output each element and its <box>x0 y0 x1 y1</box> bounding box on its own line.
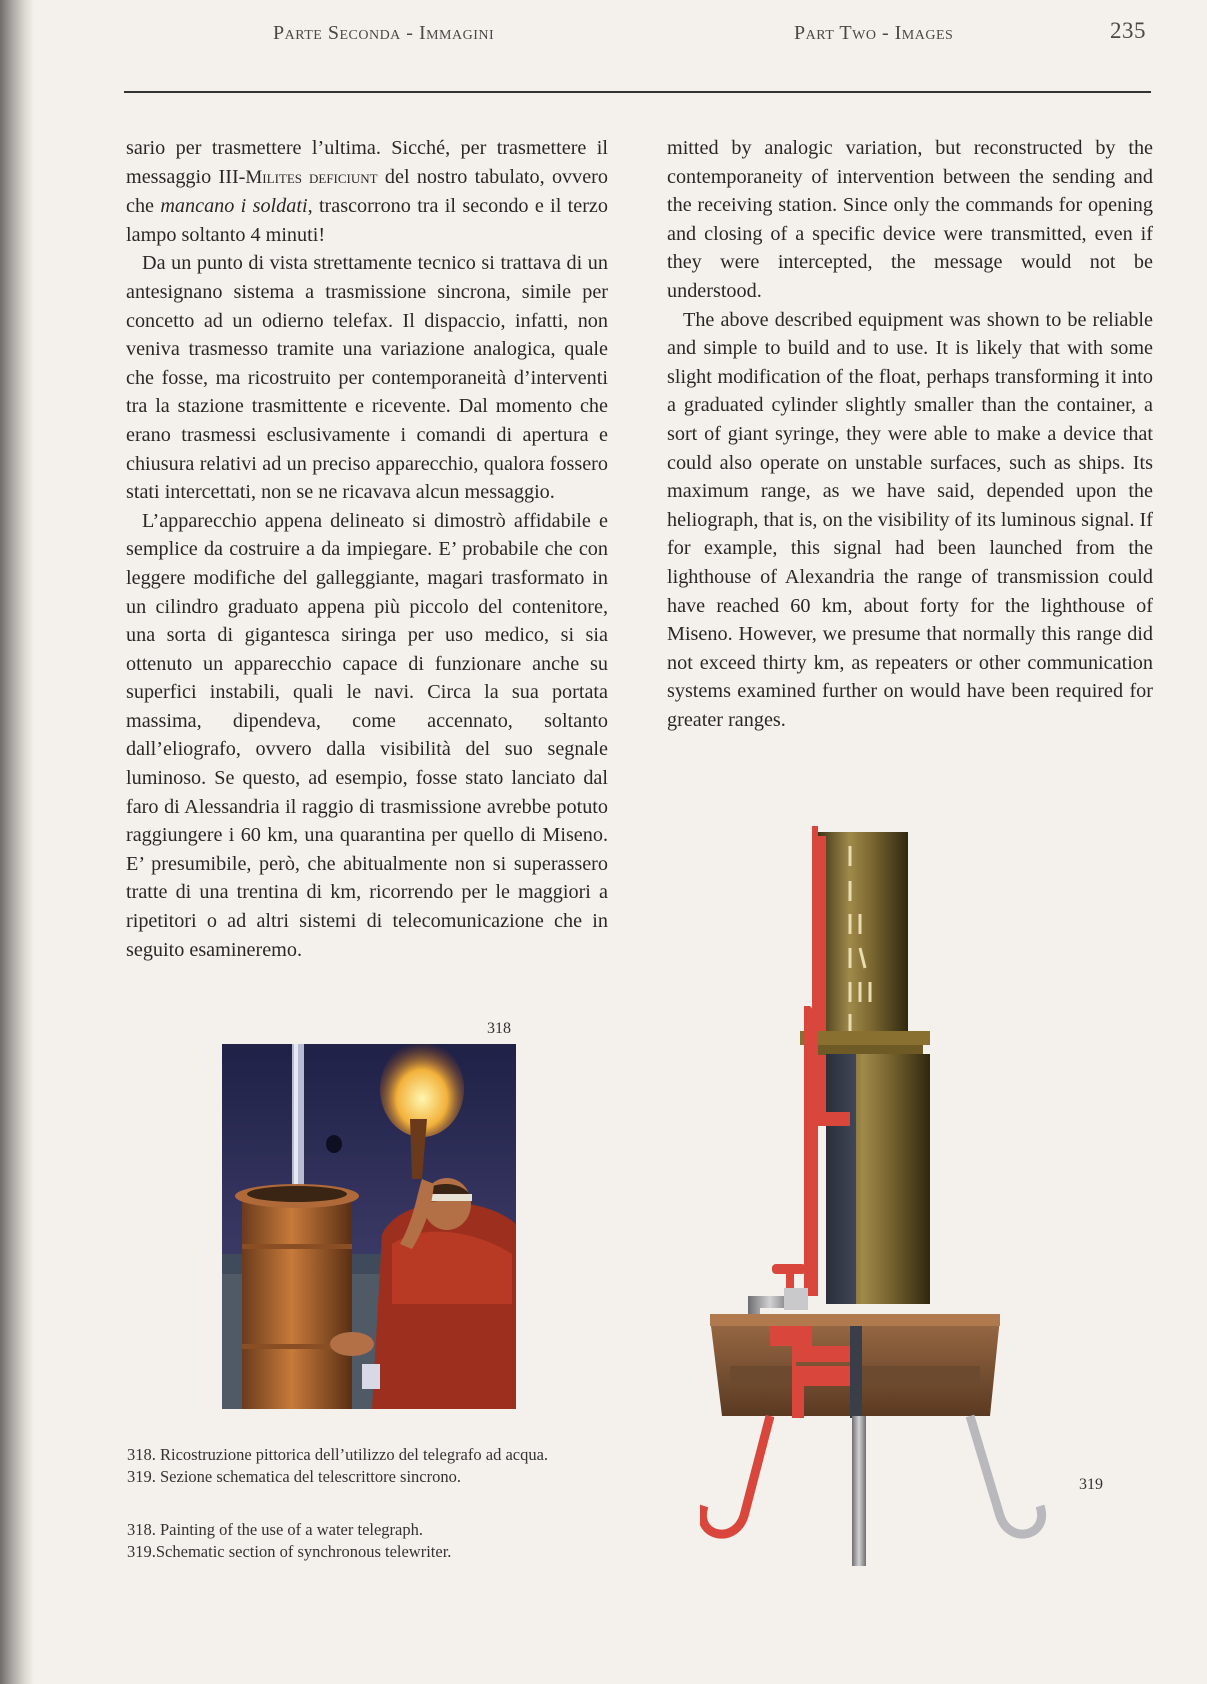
english-text-column <box>667 134 1153 734</box>
header-rule <box>124 91 1151 93</box>
paragraph: Da un punto di vista strettamente tecnico si trattava di un antesignano sistema a trasmissione sincrona, simile per concetto ad un odierno telefax. Il dispaccio, infatti, non veniva trasmesso tramite una variazione analogica, quale che fosse, ma ricostruito per contemporaneità d’interventi tra la stazione trasmittente e ricevente. Dal momento che erano trasmessi esclusivamente i comandi di apertura e chiusura relativi ad un preciso apparecchio, qualora fossero stati intercettati, non se ne ricavava alcun messaggio. <box>126 252 608 504</box>
caption-318-en: 318. Painting of the use of a water telegraph. <box>127 1520 423 1539</box>
paragraph-text: del nostro tabulato, ovvero che <box>126 165 608 218</box>
caption-319-it: 319. Sezione schematica del telescrittore sincrono. <box>127 1467 462 1486</box>
caption-319-en: 319.Schematic section of synchronous telewriter. <box>127 1542 452 1561</box>
figure-318-painting <box>222 1044 516 1409</box>
paragraph: L’apparecchio appena delineato si dimostrò affidabile e semplice da costruire a da impiegare. E’ probabile che con leggere modifiche del galleggiante, magari trasformato in un cilindro graduato appena più piccolo del contenitore, una sorta di gigantesca siringa per uso medico, si sia ottenuto un apparecchio capace di funzionare anche su superfici instabili, quali le navi. Circa la sua portata massima, dipendeva, come accennato, soltanto dall’eliografo, ovvero dalla visibilità del suo segnale luminoso. Se questo, ad esempio, fosse stato lanciato dal faro di Alessandria il raggio di trasmissione avrebbe potuto raggiungere i 60 km, una quarantina per quello di Miseno. E’ presumibile, però, che abitualmente non si superassero tratte di una trentina di km, ricorrendo per le maggiori a ripetitori o ad altri sistemi di telecomunicazione che in seguito esamineremo. <box>126 509 608 961</box>
paragraph: mitted by analogic variation, but reconstructed by the contemporaneity of intervention between the sending and the receiving station. Since only the commands for opening and closing of a specific device were transmitted, even if they were intercepted, the message would not be understood. <box>667 137 1153 302</box>
english-captions <box>127 1519 451 1563</box>
italian-text-column <box>126 134 608 964</box>
small-caps-text: Milites deficiunt <box>245 166 378 188</box>
water-telegraph-painting <box>222 1044 516 1409</box>
running-header <box>0 18 1207 48</box>
paragraph-text: sario per trasmettere l’ultima. Sicché, per trasmettere il messaggio III- <box>126 137 608 188</box>
book-spine-shadow <box>0 0 34 1684</box>
italic-text: mancano i soldati <box>160 195 308 218</box>
synchronous-telewriter-section <box>700 826 1130 1566</box>
paragraph-text: , trascorrono tra il secondo e il terzo lampo soltanto 4 minuti! <box>126 195 608 246</box>
figure-318-number: 318 <box>487 1020 511 1037</box>
paragraph <box>126 134 608 249</box>
paragraph: The above described equipment was shown to be reliable and simple to build and to use. It is likely that with some slight modification of the float, perhaps transforming it into a graduated cylinder slightly smaller than the container, a sort of giant syringe, they were able to make a device that could also operate on unstable surfaces, such as ships. Its maximum range, as we have said, depended upon the heliograph, that is, on the visibility of its luminous signal. If for example, this signal had been launched from the lighthouse of Alexandria the range of transmission could have reached 60 km, about forty for the lighthouse of Miseno. However, we presume that normally this range did not exceed thirty km, as repeaters or other communication systems examined further on would have been required for greater ranges. <box>667 308 1153 731</box>
header-left-title: Parte Seconda - Immagini <box>273 22 495 44</box>
page-number: 235 <box>1110 18 1146 43</box>
header-right-title: Part Two - Images <box>794 22 954 44</box>
caption-318-it: 318. Ricostruzione pittorica dell’utilizzo del telegrafo ad acqua. <box>127 1445 549 1464</box>
italian-captions <box>127 1444 548 1488</box>
figure-319-number: 319 <box>1079 1476 1103 1493</box>
figure-319-schematic <box>700 826 1130 1566</box>
